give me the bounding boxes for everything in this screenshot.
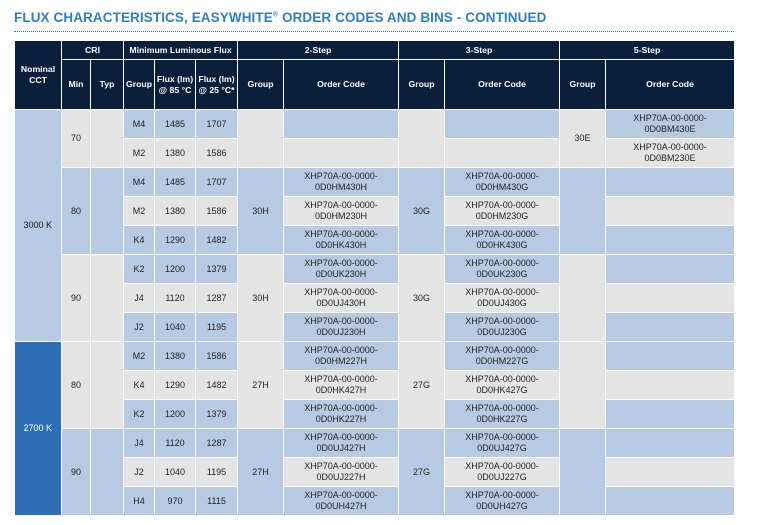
page-title: FLUX CHARACTERISTICS, EASYWHITE® ORDER CODES AND BINS - CONTINUED bbox=[14, 10, 547, 25]
flux-table bbox=[14, 40, 735, 516]
cct-cell: 3000 K bbox=[15, 110, 62, 342]
two-step-order-code: XHP70A-00-0000- 0D0UJ430H bbox=[284, 284, 399, 313]
flux-85-cell: 1120 bbox=[155, 284, 196, 313]
three-step-order-code: XHP70A-00-0000- 0D0HK430G bbox=[445, 226, 560, 255]
flux-85-cell: 1040 bbox=[155, 313, 196, 342]
three-step-header: 3-Step bbox=[399, 41, 560, 60]
five-step-order-code bbox=[606, 226, 735, 255]
flux-85-cell: 1120 bbox=[155, 429, 196, 458]
group-cell: K2 bbox=[124, 400, 155, 429]
flux-25-cell: 1586 bbox=[196, 342, 238, 371]
group-cell: K4 bbox=[124, 371, 155, 400]
five-step-group-cell: 30E bbox=[560, 110, 606, 168]
flux-85-cell: 1040 bbox=[155, 458, 196, 487]
two-step-group-cell: 30H bbox=[238, 255, 284, 342]
cri-min-header: Min bbox=[62, 60, 91, 110]
five-step-order-code bbox=[606, 400, 735, 429]
three-step-order-code: XHP70A-00-0000- 0D0UJ430G bbox=[445, 284, 560, 313]
flux-25-cell: 1482 bbox=[196, 371, 238, 400]
group-cell: H4 bbox=[124, 487, 155, 516]
five-step-order-code bbox=[606, 429, 735, 458]
two-step-order-code: XHP70A-00-0000- 0D0UJ427H bbox=[284, 429, 399, 458]
three-step-group-header: Group bbox=[399, 60, 445, 110]
two-step-order-code: XHP70A-00-0000- 0D0UJ230H bbox=[284, 313, 399, 342]
group-cell: M2 bbox=[124, 197, 155, 226]
three-step-order-code: XHP70A-00-0000- 0D0HM230G bbox=[445, 197, 560, 226]
three-step-group-cell bbox=[399, 110, 445, 168]
cri-typ-cell bbox=[91, 255, 124, 342]
three-step-order-code: XHP70A-00-0000- 0D0UJ227G bbox=[445, 458, 560, 487]
group-cell: J2 bbox=[124, 313, 155, 342]
two-step-order-code: XHP70A-00-0000- 0D0HM230H bbox=[284, 197, 399, 226]
two-step-header: 2-Step bbox=[238, 41, 399, 60]
two-step-group-cell: 27H bbox=[238, 342, 284, 429]
flux-25-cell: 1287 bbox=[196, 284, 238, 313]
five-step-order-code: XHP70A-00-0000- 0D0BM430E bbox=[606, 110, 735, 139]
flux-85-cell: 1380 bbox=[155, 342, 196, 371]
five-step-group-cell bbox=[560, 255, 606, 342]
flux-85-cell: 1290 bbox=[155, 226, 196, 255]
five-step-order-code: XHP70A-00-0000- 0D0BM230E bbox=[606, 139, 735, 168]
five-step-group-header: Group bbox=[560, 60, 606, 110]
five-step-group-cell bbox=[560, 168, 606, 255]
cri-min-cell: 90 bbox=[62, 429, 91, 516]
table-row bbox=[15, 255, 735, 284]
two-step-order-code: XHP70A-00-0000- 0D0HK430H bbox=[284, 226, 399, 255]
cri-typ-cell bbox=[91, 429, 124, 516]
three-step-order-code: XHP70A-00-0000- 0D0HK227G bbox=[445, 400, 560, 429]
five-step-order-code bbox=[606, 371, 735, 400]
three-step-group-cell: 27G bbox=[399, 342, 445, 429]
cri-typ-cell bbox=[91, 110, 124, 168]
cri-min-cell: 90 bbox=[62, 255, 91, 342]
three-step-order-code: XHP70A-00-0000- 0D0UH427G bbox=[445, 487, 560, 516]
cct-cell: 2700 K bbox=[15, 342, 62, 516]
five-step-order-code bbox=[606, 168, 735, 197]
two-step-order-code: XHP70A-00-0000- 0D0HK427H bbox=[284, 371, 399, 400]
registered-mark: ® bbox=[272, 11, 279, 19]
three-step-order-code-header: Order Code bbox=[445, 60, 560, 110]
flux-85-cell: 1200 bbox=[155, 255, 196, 284]
three-step-order-code bbox=[445, 110, 560, 139]
group-cell: J4 bbox=[124, 429, 155, 458]
flux-25-cell: 1379 bbox=[196, 255, 238, 284]
five-step-order-code bbox=[606, 313, 735, 342]
two-step-group-cell bbox=[238, 110, 284, 168]
two-step-order-code bbox=[284, 139, 399, 168]
three-step-group-cell: 30G bbox=[399, 168, 445, 255]
flux-25-cell: 1287 bbox=[196, 429, 238, 458]
three-step-order-code bbox=[445, 139, 560, 168]
cri-typ-cell bbox=[91, 168, 124, 255]
group-cell: M4 bbox=[124, 168, 155, 197]
flux-25-cell: 1586 bbox=[196, 139, 238, 168]
five-step-order-code-header: Order Code bbox=[606, 60, 735, 110]
flux-85-cell: 1290 bbox=[155, 371, 196, 400]
nominal-cct-header: Nominal CCT bbox=[15, 41, 62, 110]
three-step-order-code: XHP70A-00-0000- 0D0HM227G bbox=[445, 342, 560, 371]
three-step-group-cell: 27G bbox=[399, 429, 445, 516]
flux-25-cell: 1586 bbox=[196, 197, 238, 226]
two-step-order-code: XHP70A-00-0000- 0D0HM227H bbox=[284, 342, 399, 371]
table-row bbox=[15, 429, 735, 458]
three-step-order-code: XHP70A-00-0000- 0D0UJ230G bbox=[445, 313, 560, 342]
two-step-order-code: XHP70A-00-0000- 0D0UJ227H bbox=[284, 458, 399, 487]
flux-25-cell: 1379 bbox=[196, 400, 238, 429]
flux-table-body bbox=[15, 110, 735, 516]
flux-25-cell: 1195 bbox=[196, 313, 238, 342]
cri-typ-cell bbox=[91, 342, 124, 429]
cri-min-cell: 80 bbox=[62, 168, 91, 255]
two-step-group-cell: 30H bbox=[238, 168, 284, 255]
flux-85-cell: 1380 bbox=[155, 139, 196, 168]
two-step-order-code bbox=[284, 110, 399, 139]
five-step-group-cell bbox=[560, 342, 606, 429]
cri-min-cell: 70 bbox=[62, 110, 91, 168]
cri-min-cell: 80 bbox=[62, 342, 91, 429]
group-cell: J4 bbox=[124, 284, 155, 313]
flux-85-cell: 1485 bbox=[155, 110, 196, 139]
three-step-order-code: XHP70A-00-0000- 0D0HK427G bbox=[445, 371, 560, 400]
flux-85-cell: 1485 bbox=[155, 168, 196, 197]
three-step-group-cell: 30G bbox=[399, 255, 445, 342]
cri-header: CRI bbox=[62, 41, 124, 60]
five-step-order-code bbox=[606, 458, 735, 487]
group-cell: M4 bbox=[124, 110, 155, 139]
table-row bbox=[15, 168, 735, 197]
group-cell: M2 bbox=[124, 342, 155, 371]
five-step-order-code bbox=[606, 255, 735, 284]
group-cell: M2 bbox=[124, 139, 155, 168]
table-row bbox=[15, 342, 735, 371]
flux-25-header: Flux (lm) @ 25 °C* bbox=[196, 60, 238, 110]
five-step-order-code bbox=[606, 342, 735, 371]
five-step-order-code bbox=[606, 284, 735, 313]
two-step-group-cell: 27H bbox=[238, 429, 284, 516]
group-cell: J2 bbox=[124, 458, 155, 487]
title-divider bbox=[14, 31, 734, 32]
two-step-order-code: XHP70A-00-0000- 0D0UH427H bbox=[284, 487, 399, 516]
flux-85-cell: 1200 bbox=[155, 400, 196, 429]
flux-85-cell: 970 bbox=[155, 487, 196, 516]
two-step-order-code-header: Order Code bbox=[284, 60, 399, 110]
flux-25-cell: 1115 bbox=[196, 487, 238, 516]
three-step-order-code: XHP70A-00-0000- 0D0UK230G bbox=[445, 255, 560, 284]
five-step-header: 5-Step bbox=[560, 41, 735, 60]
min-flux-header: Minimum Luminous Flux bbox=[124, 41, 238, 60]
two-step-order-code: XHP70A-00-0000- 0D0HK227H bbox=[284, 400, 399, 429]
five-step-order-code bbox=[606, 197, 735, 226]
flux-25-cell: 1195 bbox=[196, 458, 238, 487]
group-cell: K2 bbox=[124, 255, 155, 284]
flux-85-cell: 1380 bbox=[155, 197, 196, 226]
cri-typ-header: Typ bbox=[91, 60, 124, 110]
two-step-order-code: XHP70A-00-0000- 0D0UK230H bbox=[284, 255, 399, 284]
two-step-order-code: XHP70A-00-0000- 0D0HM430H bbox=[284, 168, 399, 197]
flux-25-cell: 1707 bbox=[196, 168, 238, 197]
five-step-order-code bbox=[606, 487, 735, 516]
flux-25-cell: 1707 bbox=[196, 110, 238, 139]
flux-25-cell: 1482 bbox=[196, 226, 238, 255]
table-row bbox=[15, 110, 735, 139]
five-step-group-cell bbox=[560, 429, 606, 516]
group-cell: K4 bbox=[124, 226, 155, 255]
two-step-group-header: Group bbox=[238, 60, 284, 110]
flux-group-header: Group bbox=[124, 60, 155, 110]
flux-85-header: Flux (lm) @ 85 °C bbox=[155, 60, 196, 110]
three-step-order-code: XHP70A-00-0000- 0D0UJ427G bbox=[445, 429, 560, 458]
three-step-order-code: XHP70A-00-0000- 0D0HM430G bbox=[445, 168, 560, 197]
